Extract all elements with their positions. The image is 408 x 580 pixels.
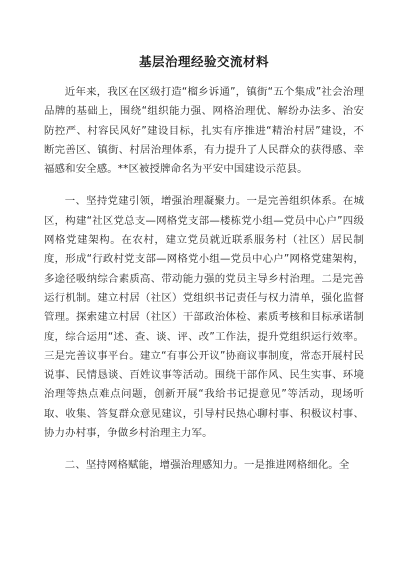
paragraph-intro: 近年来，我区在区级打造“榴乡诉通”，镇街“五个集成”社会治理品牌的基础上，围绕“组织能力强、网格治理优、解纷办法多、治安防控严、村容民风好”建设目标，扎实有序推进“精治村居”建设，不断完善区、镇街、村居治理体系，有力提升了人民群众的获得感、幸福感和安全感。**区被授牌命名为平安中国建设示范县。 [44,86,364,176]
paragraph-section-two: 二、坚持网格赋能，增强治理感知力。一是推进网格细化。全 [64,459,350,472]
paragraph-section-one: 一、坚持党建引领，增强治理凝聚力。一是完善组织体系。在城区，构建“社区党总支—网格党支部—楼栋党小组—党员中心户”四级网格党建架构。在农村，建立党员就近联系服务村（社区）居民制度，形成“行政村党支部—网格党小组—党员中心户”网格党建架构，多途径吸纳综合素质高、带动能力强的党员主导乡村治理。二是完善运行机制。建立村居（社区）党组织书记责任与权力清单，强化监督管理。探索建立村居（社区）干部政治体检、素质考核和目标承诺制度，综合运用“述、查、谈、评、改”工作法，提升党组织运行效率。三是完善议事平台。建立“有事公开议”协商议事制度，常态开展村民说事、民情恳谈、百姓议事等活动。围绕干部作风、民生实事、环境治理等热点难点问题，创新开展“我给书记提意见”等活动，现场听取、收集、答复群众意见建议，引导村民热心聊村事、积极议村事、协力办村事，争做乡村治理主力军。 [44,195,364,440]
document-title: 基层治理经验交流材料 [138,54,269,69]
